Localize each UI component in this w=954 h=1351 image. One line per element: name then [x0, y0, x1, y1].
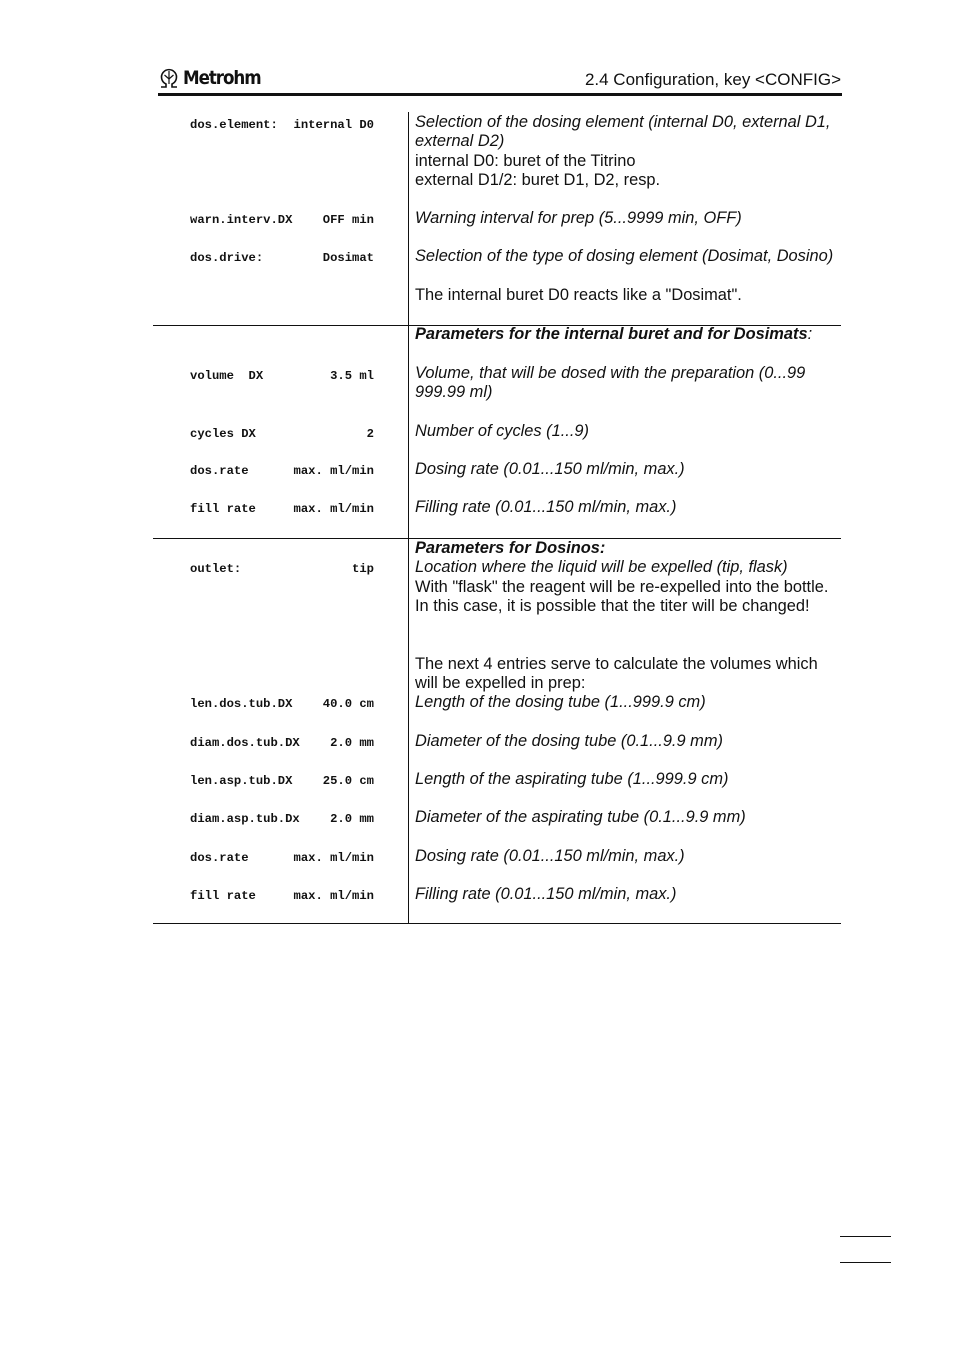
- heading-text: Parameters for the internal buret and for Dosimats: [415, 325, 808, 343]
- param-value: 2.0 mm: [330, 812, 374, 826]
- param-name: warn.interv.DX: [190, 213, 293, 227]
- description-text: Selection of the type of dosing element (Dosimat, Dosino): [415, 247, 834, 265]
- param-name: len.asp.tub.DX: [190, 774, 293, 788]
- param-value: 40.0 cm: [322, 697, 374, 711]
- param-name: cycles DX: [190, 427, 256, 441]
- page-number-rule-top: [840, 1236, 891, 1237]
- column-divider: [408, 112, 409, 924]
- param-name: dos.rate: [190, 851, 249, 865]
- param-name: diam.asp.tub.Dx: [190, 812, 300, 826]
- description-text: Warning interval for prep (5...9999 min, OFF): [415, 209, 742, 227]
- param-value: internal D0: [293, 118, 374, 132]
- description-text: Dosing rate (0.01...150 ml/min, max.): [415, 847, 685, 865]
- param-value: tip: [352, 562, 374, 576]
- param-name: volume DX: [190, 369, 264, 383]
- param-name: fill rate: [190, 889, 256, 903]
- logo-text: Metrohm: [183, 67, 261, 89]
- description-text: Diameter of the dosing tube (0.1...9.9 mm): [415, 732, 723, 750]
- description-text: Number of cycles (1...9): [415, 422, 589, 440]
- description-text: Diameter of the aspirating tube (0.1...9.9 mm): [415, 808, 746, 826]
- param-name: dos.element:: [190, 118, 278, 132]
- param-value: 3.5 ml: [330, 369, 374, 383]
- header-rule: [158, 93, 842, 96]
- section-title: 2.4 Configuration, key <CONFIG>: [584, 70, 841, 89]
- description-text: Length of the aspirating tube (1...999.9 cm): [415, 770, 729, 788]
- param-value: max. ml/min: [293, 889, 374, 903]
- param-value: max. ml/min: [293, 851, 374, 865]
- description-text: Filling rate (0.01...150 ml/min, max.): [415, 498, 677, 516]
- description-text: internal D0: buret of the Titrino: [415, 152, 636, 170]
- param-value: 25.0 cm: [322, 774, 374, 788]
- param-name: dos.drive:: [190, 251, 264, 265]
- description-text: Dosing rate (0.01...150 ml/min, max.): [415, 460, 685, 478]
- heading-colon: :: [807, 325, 813, 343]
- page-header: [158, 66, 841, 94]
- param-value: 2: [366, 427, 374, 441]
- param-value: 2.0 mm: [330, 736, 374, 750]
- description-text: Selection of the dosing element (internal D0, external D1, external D2): [415, 113, 831, 151]
- description-text: Filling rate (0.01...150 ml/min, max.): [415, 885, 677, 903]
- param-name: fill rate: [190, 502, 256, 516]
- description-text: Length of the dosing tube (1...999.9 cm): [415, 693, 706, 711]
- table-bottom-rule: [153, 923, 841, 924]
- page-number-rule-bottom: [840, 1262, 891, 1263]
- param-name: outlet:: [190, 562, 242, 576]
- omega-logo-icon: [158, 67, 180, 89]
- param-value: OFF min: [322, 213, 374, 227]
- param-name: len.dos.tub.DX: [190, 697, 293, 711]
- description-text: Location where the liquid will be expelled (tip, flask): [415, 558, 788, 576]
- param-value: max. ml/min: [293, 502, 374, 516]
- description-text: The internal buret D0 reacts like a "Dosimat".: [415, 286, 742, 304]
- block-heading: Parameters for Dosinos:: [415, 539, 606, 557]
- metrohm-logo: [158, 66, 271, 90]
- param-value: max. ml/min: [293, 464, 374, 478]
- description-text: With "flask" the reagent will be re-expelled into the bottle. In this case, it is possible that the titer will be changed!: [415, 578, 829, 616]
- param-value: Dosimat: [322, 251, 374, 265]
- param-name: diam.dos.tub.DX: [190, 736, 300, 750]
- description-text: Volume, that will be dosed with the preparation (0...99 999.99 ml): [415, 364, 806, 402]
- block-heading: [415, 325, 840, 344]
- description-text: The next 4 entries serve to calculate the volumes which will be expelled in prep:: [415, 655, 818, 693]
- param-name: dos.rate: [190, 464, 249, 478]
- description-text: external D1/2: buret D1, D2, resp.: [415, 171, 661, 189]
